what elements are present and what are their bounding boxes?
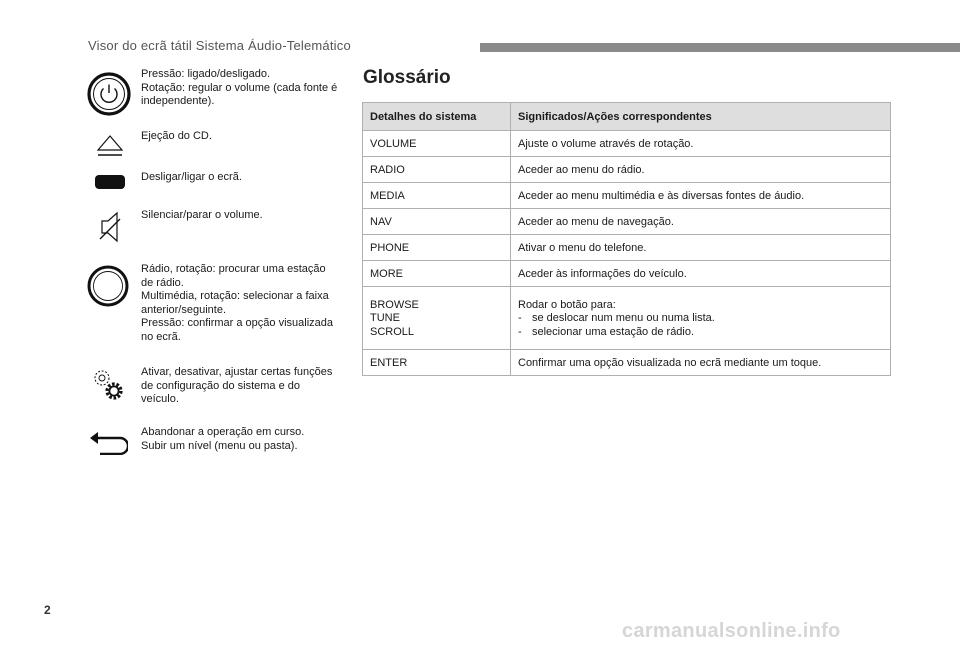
term-cell: MEDIA [363,183,511,209]
bullet-item: - selecionar uma estação de rádio. [518,325,695,338]
control-text-screen-off [141,171,341,185]
text-line: independente). [141,95,215,108]
watermark: carmanualsonline.info [622,620,841,642]
term-cell: MORE [363,261,511,287]
text-line: Pressão: confirmar a opção visualizada [141,317,333,330]
text-line: Rádio, rotação: procurar uma estação [141,263,326,275]
text-line: Multimédia, rotação: selecionar a faixa [141,290,329,303]
meaning-cell: Aceder às informações do veículo. [511,261,891,287]
meaning-cell: Ativar o menu do telefone. [511,235,891,261]
screen-off-icon [94,174,126,190]
meaning-cell: Aceder ao menu de navegação. [511,209,891,235]
table-row [363,183,891,209]
control-text-power [141,68,341,109]
bullet-item: - se deslocar num menu ou numa lista. [518,312,715,325]
text-line: de rádio. [141,276,184,289]
term-cell: NAV [363,209,511,235]
term-line: TUNE [370,312,400,325]
text-line: anterior/seguinte. [141,303,226,316]
table-row [363,131,891,157]
page-number: 2 [44,603,51,617]
control-text-eject [141,130,341,144]
text-line: de configuração do sistema e do [141,379,300,392]
text-line: Desligar/ligar o ecrã. [141,171,242,183]
meaning-cell [511,287,891,350]
meaning-intro: Rodar o botão para: [518,298,616,311]
term-cell: PHONE [363,235,511,261]
text-line: Abandonar a operação em curso. [141,426,305,438]
glossary-title: Glossário [363,67,451,88]
text-line: veículo. [141,393,179,406]
term-line: SCROLL [370,325,415,338]
control-text-mute [141,209,341,223]
header-title: Visor do ecrã tátil Sistema Áudio-Telemático [88,38,351,53]
power-icon [87,72,131,116]
term-cell: RADIO [363,157,511,183]
text-line: no ecrã. [141,330,181,343]
table-row [363,261,891,287]
table-row [363,157,891,183]
term-cell: VOLUME [363,131,511,157]
rotary-knob-icon [87,265,129,307]
text-line: Silenciar/parar o volume. [141,209,263,221]
control-text-rotary-knob [141,263,341,345]
control-text-back [141,426,341,453]
glossary-table [362,102,891,376]
eject-icon [95,134,125,158]
control-text-settings [141,366,341,407]
mute-icon [98,209,124,245]
term-line: BROWSE [370,298,419,311]
table-row [363,350,891,376]
meaning-cell: Ajuste o volume através de rotação. [511,131,891,157]
text-line: Rotação: regular o volume (cada fonte é [141,81,338,94]
table-row [363,235,891,261]
text-line: Ativar, desativar, ajustar certas funções [141,366,333,378]
header-bar [480,43,960,52]
table-header-row [363,103,891,131]
column-header-meanings: Significados/Ações correspondentes [511,103,891,131]
settings-gears-icon [90,366,128,404]
term-cell [363,287,511,350]
table-row [363,287,891,350]
text-line: Ejeção do CD. [141,130,212,142]
meaning-cell: Confirmar uma opção visualizada no ecrã mediante um toque. [511,350,891,376]
column-header-details: Detalhes do sistema [363,103,511,131]
text-line: Pressão: ligado/desligado. [141,68,271,80]
bullet-text: se deslocar num menu ou numa lista. [532,312,715,325]
text-line: Subir um nível (menu ou pasta). [141,439,298,452]
back-arrow-icon [88,429,128,455]
meaning-cell: Aceder ao menu do rádio. [511,157,891,183]
term-cell: ENTER [363,350,511,376]
table-row [363,209,891,235]
bullet-text: selecionar uma estação de rádio. [532,325,695,338]
meaning-cell: Aceder ao menu multimédia e às diversas fontes de áudio. [511,183,891,209]
